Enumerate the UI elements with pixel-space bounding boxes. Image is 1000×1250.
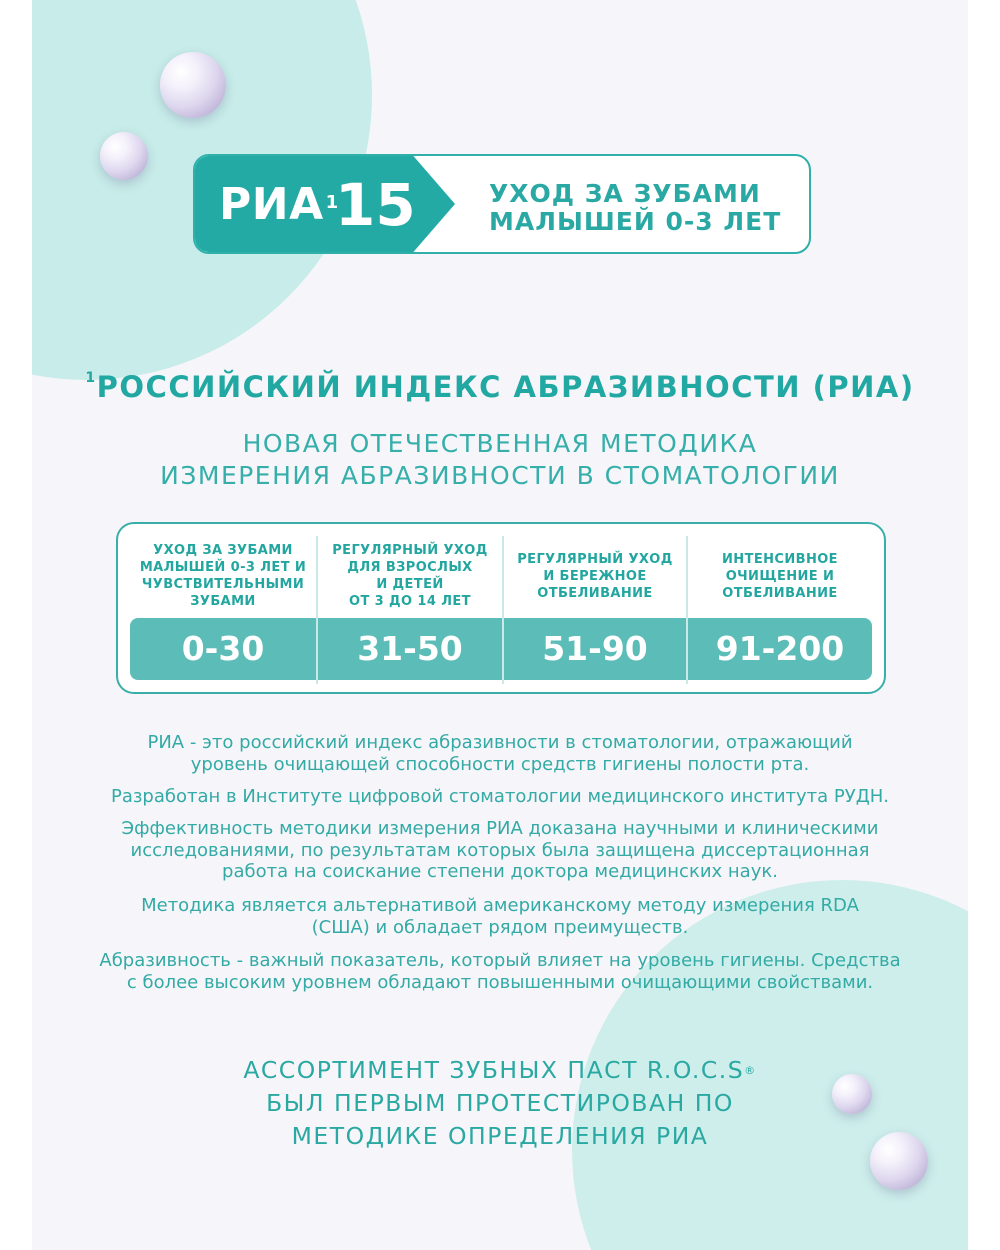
scale-category-line: ИНТЕНСИВНОЕ [722,551,838,567]
scale-category-line: РЕГУЛЯРНЫЙ УХОД [517,551,673,567]
paragraph-developer [32,786,968,808]
badge-ria-value: 15 [335,171,416,239]
scale-range-4: 91-200 [715,629,845,668]
paragraph-line: работа на соискание степени доктора медицинских наук. [222,861,778,882]
footer-line: АССОРТИМЕНТ ЗУБНЫХ ПАСТ R.O.C.S® [243,1056,757,1084]
scale-category-line: И ДЕТЕЙ [376,577,444,592]
paragraph-abrasiveness [32,950,968,993]
scale-category-line: УХОД ЗА ЗУБАМИ [153,543,293,558]
scale-category-line: ОТБЕЛИВАНИЕ [722,585,838,601]
footer-statement [32,1054,968,1153]
scale-category-line: МАЛЫШЕЙ 0-3 ЛЕТ И [139,560,307,575]
scale-category-line: ЗУБАМИ [190,594,256,609]
paragraph-line: исследованиями, по результатам которых была защищена диссертационная [130,839,870,861]
paragraph-ria-definition [32,732,968,775]
badge-ria-footnote: 1 [325,192,339,213]
paragraph-effectiveness [32,818,968,883]
pearl-icon [160,52,226,118]
scale-category-line: ОТБЕЛИВАНИЕ [537,585,653,601]
scale-category-line: И БЕРЕЖНОЕ [543,568,647,584]
footer-line: МЕТОДИКЕ ОПРЕДЕЛЕНИЯ РИА [291,1122,709,1150]
scale-category-4 [688,534,872,618]
badge-description-line: МАЛЫШЕЙ 0-3 ЛЕТ [489,207,782,236]
paragraph-line: Разработан в Институте цифровой стоматологии медицинского института РУДН. [110,786,890,807]
scale-category-1 [130,534,316,618]
scale-category-line: ОТ 3 ДО 14 ЛЕТ [349,594,471,609]
scale-category-line: ОЧИЩЕНИЕ И [725,568,835,584]
scale-category-3 [504,534,686,618]
ria-scale-table [116,522,886,694]
paragraph-line: РИА - это российский индекс абразивности в стоматологии, отражающий [147,732,853,753]
badge-description [489,180,781,236]
paragraph-line: Эффективность методики измерения РИА доказана научными и клиническими [121,818,879,839]
registered-mark: ® [744,1064,757,1077]
page-subtitle [32,428,968,492]
title-footnote: 1 [85,370,97,386]
badge-ria-label: РИА $^1$ [219,179,339,230]
footer-line: БЫЛ ПЕРВЫМ ПРОТЕСТИРОВАН ПО [266,1089,734,1117]
scale-category-line: ЧУВСТВИТЕЛЬНЫМИ [141,577,305,592]
pearl-icon [100,132,148,180]
paragraph-rda-alternative [32,895,968,938]
paragraph-line: Методика является альтернативой американскому методу измерения RDA [141,895,859,916]
scale-range-1: 0-30 [181,629,265,668]
page-title: $^1$РОССИЙСКИЙ ИНДЕКС АБРАЗИВНОСТИ (РИА) [85,370,915,404]
paragraph-line: уровень очищающей способности средств гигиены полости рта. [190,753,810,775]
scale-category-line: ДЛЯ ВЗРОСЛЫХ [347,560,473,575]
subtitle-line: НОВАЯ ОТЕЧЕСТВЕННАЯ МЕТОДИКА [242,429,758,458]
subtitle-line: ИЗМЕРЕНИЯ АБРАЗИВНОСТИ В СТОМАТОЛОГИИ [160,461,840,490]
scale-range-2: 31-50 [357,629,463,668]
scale-category-line: РЕГУЛЯРНЫЙ УХОД [332,543,488,558]
paragraph-line: (США) и обладает рядом преимуществ. [311,916,689,938]
scale-category-2 [318,534,502,618]
scale-range-3: 51-90 [542,629,648,668]
paragraph-line: Абразивность - важный показатель, который влияет на уровень гигиены. Средства [99,950,901,971]
paragraph-line: с более высоким уровнем обладают повышенными очищающими свойствами. [126,971,874,993]
ria-badge [193,154,811,254]
badge-description-line: УХОД ЗА ЗУБАМИ [489,179,761,208]
